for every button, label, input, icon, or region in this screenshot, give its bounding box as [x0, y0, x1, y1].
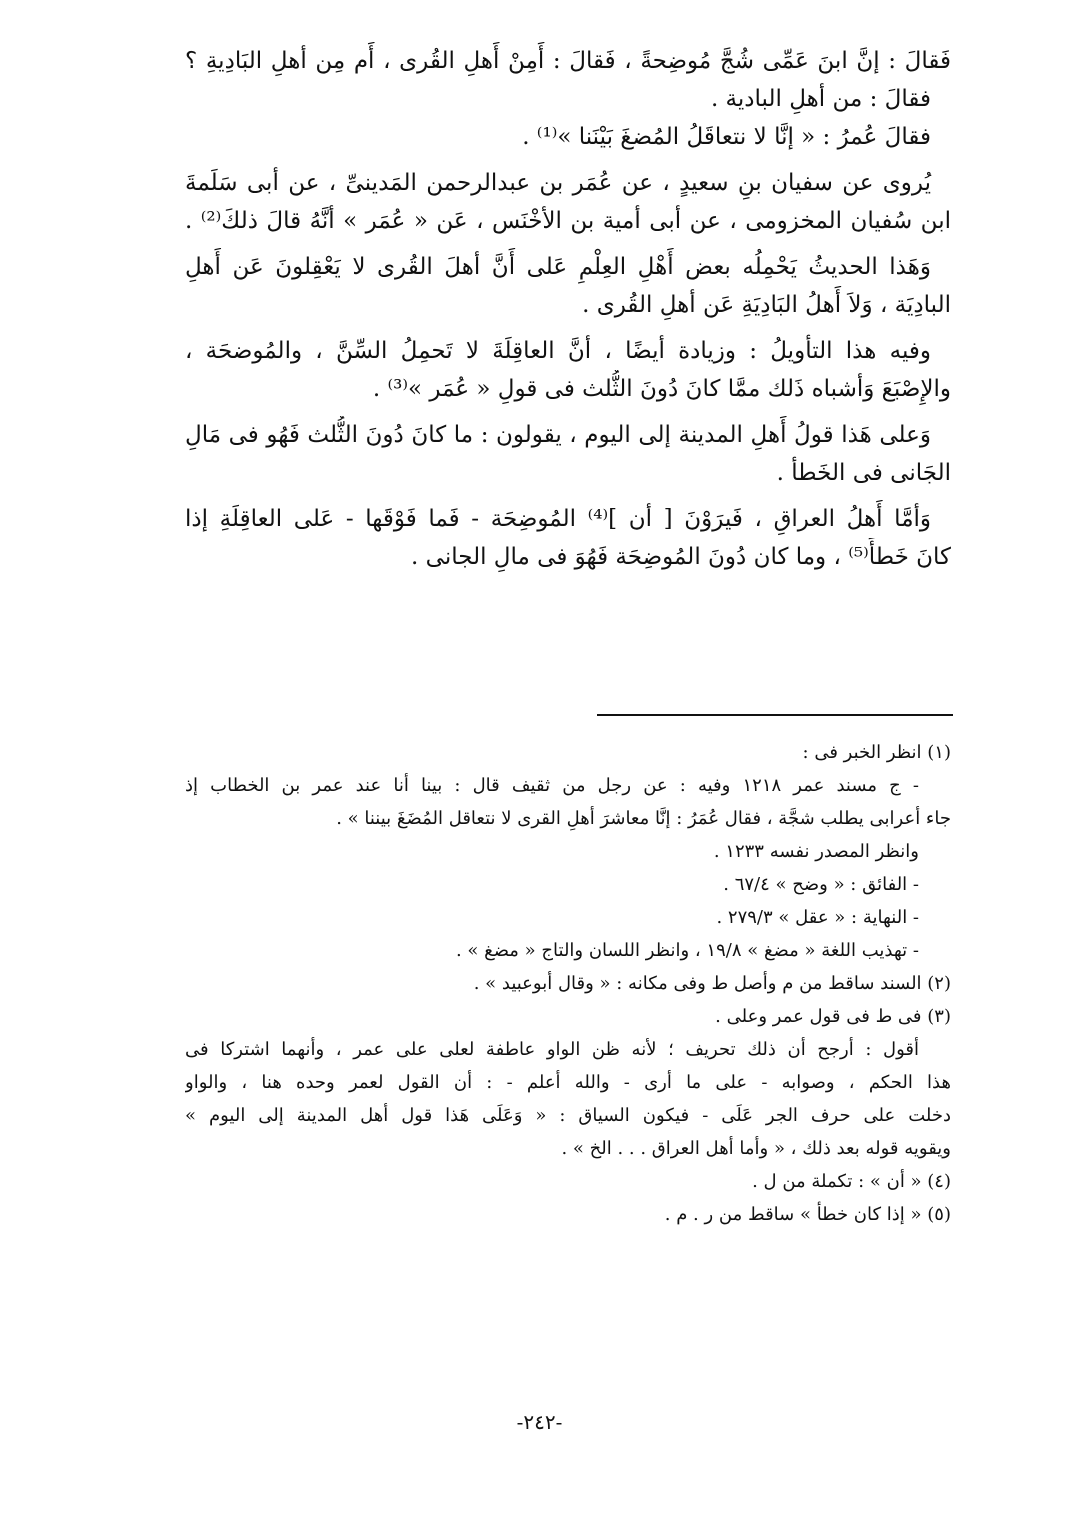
main-line: فقالَ عُمرُ : « إنَّا لا نتعاقَلُ المُضغَ بَيْنَنا »⁽¹⁾ .: [522, 124, 931, 150]
footnote-line: أقول : أرجح أن ذلك تحريف ؛ لأنه ظن الواو عاطفة لعلى على عمر ، وأنهما اشتركا فى: [185, 1039, 919, 1060]
footnote-line: ويقويه قوله بعد ذلك ، « وأما أهل العراق . . . الخ » .: [561, 1138, 951, 1159]
main-line: والإِصْبَعَ وَأشباه ذَلك ممَّا كانَ دُونَ الثُّلث فى قولِ « عُمَر »⁽³⁾ .: [372, 376, 951, 402]
footnote-separator: [597, 714, 953, 716]
footnote-line: (١) انظر الخبر فى :: [802, 742, 951, 763]
main-line: فقالَ : من أهلِ البادية .: [710, 86, 931, 112]
footnote-line: - الفائق : « وضح » ٦٧/٤ .: [723, 874, 919, 895]
footnote-line: - النهاية : « عقل » ٢٧٩/٣ .: [716, 907, 919, 928]
footnote-line: - تهذيب اللغة « مضغ » ١٩/٨ ، وانظر اللسان والتاج « مضغ » .: [455, 940, 919, 961]
footnotes: [185, 736, 951, 1231]
footnote-line: (٢) السند ساقط من م وأصل ط وفى مكانه : « وقال أبوعبيد » .: [473, 973, 951, 994]
main-line: وَأمَّا أَهلُ العراقِ ، فَيرَوْنَ [ أن ]⁽⁴⁾ المُوضِحَة - فَما فَوْقَها - عَلى العاقِلَةِ إذا: [185, 506, 932, 532]
footnote-line: (٤) « أن » : تكملة من ل .: [752, 1171, 951, 1192]
footnote-line: هذا الحكم ، وصوابه - على ما أرى - والله أعلم - : أن القول لعمر وحده هنا ، والواو: [185, 1072, 951, 1093]
footnote-line: (٥) « إذا كان خطأ » ساقط من ر . م .: [664, 1204, 951, 1225]
footnote-line: - ج مسند عمر ١٢١٨ وفيه : عن رجل من ثقيف قال : بينا أنا عند عمر بن الخطاب إذ: [185, 775, 919, 796]
main-line: وَهَذا الحديثُ يَحْمِلُه بعض أَهْلِ العِلْمِ عَلى أَنَّ أهلَ القُرى لا يَعْقِلونَ عَن أَهلِ: [185, 254, 931, 280]
main-line: الجَانى فى الخَطأ .: [776, 460, 951, 486]
page-number: -٢٤٢-: [516, 1410, 563, 1434]
footnote-line: جاء أعرابى يطلب شجَّة ، فقال عُمَرُ : إنَّا معاشرَ أهلِ القرى لا نتعاقل المُضَغَ بيننا » .: [336, 808, 951, 829]
main-line: وفيه هذا التأويلُ : وزيادة أيضًا ، أنَّ العاقِلَةَ لا تَحمِلُ السِّنَّ ، والمُوضحَة ،: [185, 338, 931, 364]
footnote-line: وانظر المصدر نفسه ١٢٣٣ .: [713, 841, 919, 862]
main-line: فَقالَ : إنَّ ابنَ عَمِّى شُجَّ مُوضِحةً ، فَقالَ : أَمِنْ أَهلِ القُرى ، أَم مِن أهلِ البَادِيةِ ؟: [185, 48, 951, 74]
main-line: يُروى عن سفيان بنِ سعيدٍ ، عن عُمَر بن عبدالرحمن المَدينىِّ ، عن أبى سَلَمةَ: [185, 170, 931, 196]
main-line: ابن سُفيان المخزومى ، عن أبى أمية بن الأخْنَس ، عَن « عُمَر » أنَّهُ قالَ ذلكَ⁽²⁾ .: [185, 208, 951, 234]
main-line: كانَ خَطأً⁽⁵⁾ ، وما كان دُونَ المُوضِحَة فَهُوَ فى مالِ الجانى .: [411, 544, 951, 570]
footnote-line: (٣) فى ط فى قول عمر وعلى .: [715, 1006, 951, 1027]
footnote-line: دخلت على حرف الجر عَلَى - فيكون السياق : « وَعَلَى هَذا قول أهل المدينة إلى اليوم »: [185, 1105, 951, 1126]
main-text: [185, 42, 951, 576]
main-line: وَعلى هَذا قولُ أَهلِ المدينة إلى اليوم ، يقولون : ما كانَ دُونَ الثُّلث فَهُو فى مَالِ: [185, 422, 931, 448]
main-line: البادِيَة ، وَلاَ أَهلُ البَادِيَةِ عَن أهلِ القُرى .: [582, 292, 951, 318]
